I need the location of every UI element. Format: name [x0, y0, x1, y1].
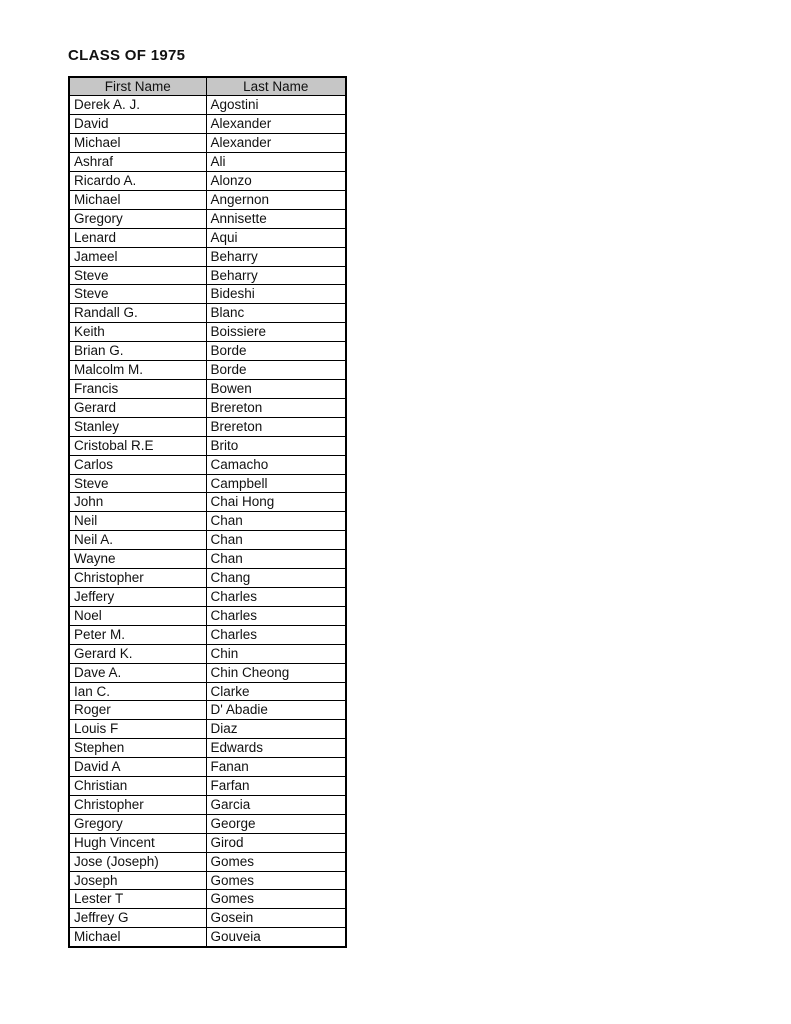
table-row: [69, 96, 346, 115]
table-row: [69, 380, 346, 399]
table-row: [69, 115, 346, 134]
last-name-cell: Borde: [206, 342, 346, 361]
table-row: [69, 304, 346, 323]
table-row: [69, 587, 346, 606]
last-name-cell: Brereton: [206, 417, 346, 436]
table-row: [69, 663, 346, 682]
class-roster-table: [68, 76, 347, 948]
first-name-cell: Lester T: [69, 890, 206, 909]
first-name-cell: Jameel: [69, 247, 206, 266]
last-name-cell: Camacho: [206, 455, 346, 474]
table-row: [69, 417, 346, 436]
first-name-cell: Gerard K.: [69, 644, 206, 663]
first-name-cell: Keith: [69, 323, 206, 342]
table-row: [69, 758, 346, 777]
first-name-cell: Wayne: [69, 550, 206, 569]
first-name-cell: Louis F: [69, 720, 206, 739]
last-name-cell: Garcia: [206, 795, 346, 814]
first-name-cell: Peter M.: [69, 625, 206, 644]
first-name-cell: Dave A.: [69, 663, 206, 682]
first-name-cell: Michael: [69, 134, 206, 153]
table-row: [69, 285, 346, 304]
table-row: [69, 720, 346, 739]
first-name-cell: John: [69, 493, 206, 512]
first-name-cell: Christopher: [69, 569, 206, 588]
last-name-cell: Gomes: [206, 852, 346, 871]
last-name-cell: Agostini: [206, 96, 346, 115]
table-row: [69, 455, 346, 474]
first-name-cell: Ian C.: [69, 682, 206, 701]
first-name-cell: Francis: [69, 380, 206, 399]
last-name-cell: Blanc: [206, 304, 346, 323]
last-name-cell: Charles: [206, 625, 346, 644]
first-name-cell: Christian: [69, 777, 206, 796]
first-name-cell: Jeffery: [69, 587, 206, 606]
last-name-cell: Chang: [206, 569, 346, 588]
last-name-cell: Aqui: [206, 228, 346, 247]
table-row: [69, 323, 346, 342]
table-row: [69, 266, 346, 285]
last-name-cell: Chan: [206, 531, 346, 550]
first-name-cell: Lenard: [69, 228, 206, 247]
first-name-cell: Gregory: [69, 814, 206, 833]
last-name-cell: Chan: [206, 512, 346, 531]
first-name-cell: Michael: [69, 928, 206, 947]
table-row: [69, 852, 346, 871]
first-name-cell: David A: [69, 758, 206, 777]
table-row: [69, 209, 346, 228]
table-row: [69, 493, 346, 512]
table-row: [69, 550, 346, 569]
first-name-cell: Jeffrey G: [69, 909, 206, 928]
first-name-cell: Malcolm M.: [69, 361, 206, 380]
table-row: [69, 398, 346, 417]
last-name-cell: Charles: [206, 587, 346, 606]
last-name-cell: Gomes: [206, 890, 346, 909]
first-name-cell: Christopher: [69, 795, 206, 814]
first-name-cell: Jose (Joseph): [69, 852, 206, 871]
last-name-cell: Brereton: [206, 398, 346, 417]
last-name-cell: Annisette: [206, 209, 346, 228]
first-name-cell: Cristobal R.E: [69, 436, 206, 455]
table-row: [69, 833, 346, 852]
first-name-cell: Roger: [69, 701, 206, 720]
table-row: [69, 228, 346, 247]
last-name-cell: Chin Cheong: [206, 663, 346, 682]
last-name-cell: Beharry: [206, 247, 346, 266]
table-row: [69, 512, 346, 531]
table-row: [69, 739, 346, 758]
table-header-row: [69, 77, 346, 96]
page-title: CLASS OF 1975: [68, 47, 186, 64]
first-name-cell: Gregory: [69, 209, 206, 228]
table-row: [69, 190, 346, 209]
last-name-cell: Brito: [206, 436, 346, 455]
first-name-cell: Gerard: [69, 398, 206, 417]
table-row: [69, 682, 346, 701]
table-row: [69, 644, 346, 663]
last-name-cell: Farfan: [206, 777, 346, 796]
last-name-cell: Gouveia: [206, 928, 346, 947]
first-name-cell: Hugh Vincent: [69, 833, 206, 852]
last-name-cell: D' Abadie: [206, 701, 346, 720]
last-name-cell: Alexander: [206, 134, 346, 153]
last-name-cell: Bowen: [206, 380, 346, 399]
last-name-cell: Chan: [206, 550, 346, 569]
last-name-cell: Chin: [206, 644, 346, 663]
table-row: [69, 474, 346, 493]
first-name-cell: Stanley: [69, 417, 206, 436]
table-row: [69, 625, 346, 644]
table-body: [69, 96, 346, 947]
last-name-cell: Diaz: [206, 720, 346, 739]
last-name-cell: Girod: [206, 833, 346, 852]
last-name-cell: Beharry: [206, 266, 346, 285]
last-name-cell: Campbell: [206, 474, 346, 493]
first-name-cell: Ricardo A.: [69, 172, 206, 191]
first-name-cell: Steve: [69, 285, 206, 304]
last-name-cell: Borde: [206, 361, 346, 380]
table-row: [69, 795, 346, 814]
table-row: [69, 909, 346, 928]
table-row: [69, 153, 346, 172]
first-name-cell: Brian G.: [69, 342, 206, 361]
first-name-cell: Joseph: [69, 871, 206, 890]
last-name-cell: Clarke: [206, 682, 346, 701]
last-name-cell: Ali: [206, 153, 346, 172]
table-row: [69, 701, 346, 720]
table-row: [69, 361, 346, 380]
last-name-cell: Fanan: [206, 758, 346, 777]
last-name-cell: Boissiere: [206, 323, 346, 342]
first-name-cell: Stephen: [69, 739, 206, 758]
table-row: [69, 890, 346, 909]
first-name-cell: Steve: [69, 266, 206, 285]
first-name-cell: Derek A. J.: [69, 96, 206, 115]
last-name-cell: Chai Hong: [206, 493, 346, 512]
first-name-cell: David: [69, 115, 206, 134]
last-name-cell: Gosein: [206, 909, 346, 928]
table-row: [69, 436, 346, 455]
last-name-cell: Angernon: [206, 190, 346, 209]
table-row: [69, 247, 346, 266]
table-row: [69, 777, 346, 796]
last-name-cell: George: [206, 814, 346, 833]
table-row: [69, 871, 346, 890]
first-name-cell: Ashraf: [69, 153, 206, 172]
last-name-cell: Edwards: [206, 739, 346, 758]
last-name-cell: Alexander: [206, 115, 346, 134]
last-name-header: Last Name: [206, 77, 346, 96]
table-row: [69, 342, 346, 361]
last-name-cell: Bideshi: [206, 285, 346, 304]
first-name-header: First Name: [69, 77, 206, 96]
table-row: [69, 531, 346, 550]
last-name-cell: Charles: [206, 606, 346, 625]
table-row: [69, 928, 346, 947]
first-name-cell: Randall G.: [69, 304, 206, 323]
first-name-cell: Neil A.: [69, 531, 206, 550]
first-name-cell: Michael: [69, 190, 206, 209]
table-row: [69, 134, 346, 153]
first-name-cell: Noel: [69, 606, 206, 625]
first-name-cell: Carlos: [69, 455, 206, 474]
last-name-cell: Alonzo: [206, 172, 346, 191]
last-name-cell: Gomes: [206, 871, 346, 890]
table-row: [69, 814, 346, 833]
first-name-cell: Neil: [69, 512, 206, 531]
table-row: [69, 569, 346, 588]
table-row: [69, 172, 346, 191]
first-name-cell: Steve: [69, 474, 206, 493]
table-row: [69, 606, 346, 625]
